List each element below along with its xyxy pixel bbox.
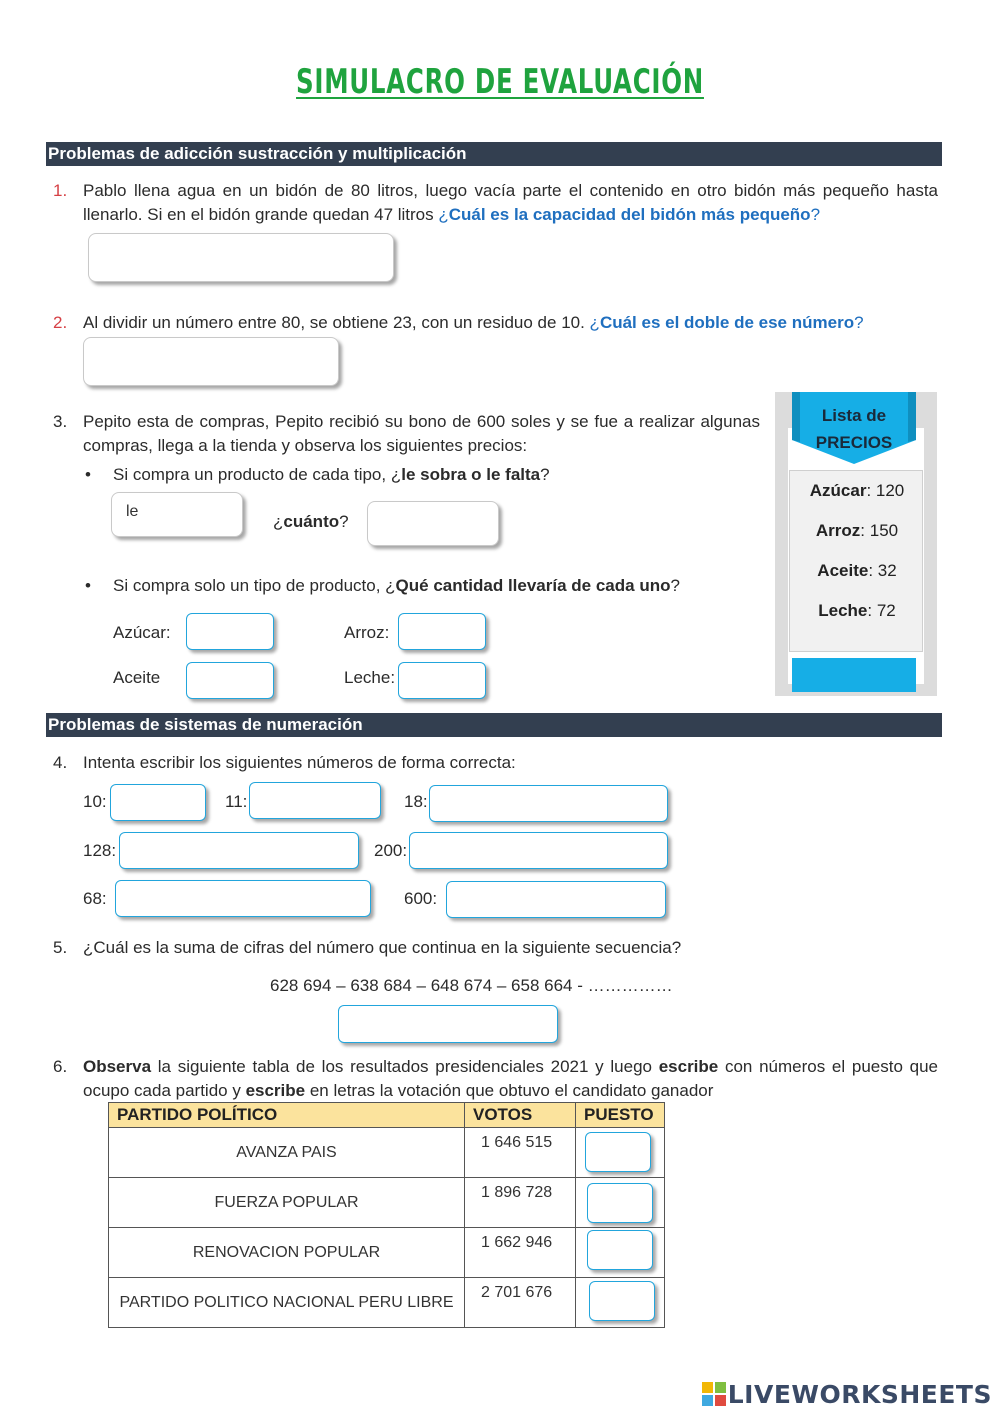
price-item-azucar xyxy=(790,481,924,501)
price-list-card xyxy=(775,392,937,696)
number-input-18[interactable] xyxy=(429,785,668,822)
q6-part-1: la siguiente tabla de los resultados presidenciales 2021 y luego xyxy=(151,1057,659,1076)
bullet-2-text: Si compra solo un tipo de producto, ¿ xyxy=(113,576,396,595)
number-label-68: 68: xyxy=(83,889,107,908)
question-1-answer-input[interactable] xyxy=(88,233,394,282)
price-list-items xyxy=(789,470,923,652)
table-row xyxy=(109,1178,665,1228)
number-input-10[interactable] xyxy=(110,784,206,821)
question-1-close: ? xyxy=(810,205,821,224)
liveworksheets-brand xyxy=(702,1380,992,1409)
position-input-peru-libre[interactable] xyxy=(589,1281,655,1321)
price-item-name: Leche xyxy=(818,601,868,620)
cuanto-answer-input[interactable] xyxy=(367,501,499,546)
table-row xyxy=(109,1278,665,1328)
price-item-leche xyxy=(790,601,924,621)
position-input-renovacion-popular[interactable] xyxy=(587,1230,653,1270)
question-2-number: 2. xyxy=(53,313,68,332)
question-2-open: ¿ xyxy=(589,313,600,332)
bullet-2-bold: Qué cantidad llevaría de cada uno xyxy=(395,576,671,595)
section-heading-operations: Problemas de adicción sustracción y multiplicación xyxy=(46,142,942,166)
position-input-fuerza-popular[interactable] xyxy=(587,1183,653,1223)
price-list-title-line2: PRECIOS xyxy=(815,433,893,452)
azucar-label: Azúcar: xyxy=(113,623,171,642)
leche-quantity-input[interactable] xyxy=(398,662,486,699)
arroz-label: Arroz: xyxy=(344,623,390,642)
question-2-close: ? xyxy=(854,313,864,332)
party-votes: 1 646 515 xyxy=(465,1128,576,1178)
header-party: PARTIDO POLÍTICO xyxy=(109,1103,465,1128)
price-item-value: : 120 xyxy=(866,481,905,500)
question-6-number: 6. xyxy=(53,1057,68,1076)
party-name: RENOVACION POPULAR xyxy=(109,1228,465,1278)
azucar-quantity-input[interactable] xyxy=(186,613,274,650)
question-1-number: 1. xyxy=(53,181,68,200)
question-1-statement: Pablo llena agua en un bidón de 80 litros, luego vacía parte el contenido en otro bidón más pequeño hasta llenarlo. Si en el bidón grande quedan 47 litros xyxy=(83,181,938,224)
price-item-value: : 150 xyxy=(860,521,899,540)
question-2-text xyxy=(83,311,938,335)
section-heading-numeration: Problemas de sistemas de numeración xyxy=(46,713,942,737)
aceite-label: Aceite xyxy=(113,668,161,687)
cuanto-close: ? xyxy=(339,512,349,531)
price-item-name: Aceite xyxy=(817,561,869,580)
table-row xyxy=(109,1228,665,1278)
question-1-text xyxy=(83,179,938,227)
number-label-600: 600: xyxy=(404,889,438,908)
question-2-statement: Al dividir un número entre 80, se obtiene 23, con un residuo de 10. xyxy=(83,313,590,332)
cuanto-label xyxy=(273,510,349,534)
position-cell xyxy=(576,1228,665,1278)
number-input-600[interactable] xyxy=(446,881,666,918)
price-item-name: Azúcar xyxy=(809,481,867,500)
question-4-number: 4. xyxy=(53,753,68,772)
le-sobra-answer-input[interactable]: le xyxy=(111,492,243,537)
q6-part-escribe-1: escribe xyxy=(658,1057,719,1076)
price-list-footer-bar xyxy=(792,658,916,692)
arroz-quantity-input[interactable] xyxy=(398,613,486,650)
cuanto-bold: cuánto xyxy=(283,512,340,531)
number-label-10: 10: xyxy=(83,792,107,811)
aceite-quantity-input[interactable] xyxy=(186,662,274,699)
question-4-text: Intenta escribir los siguientes números de forma correcta: xyxy=(83,753,516,772)
brand-text: LIVEWORKSHEETS xyxy=(727,1380,992,1409)
price-item-name: Arroz xyxy=(815,521,861,540)
party-votes: 1 662 946 xyxy=(465,1228,576,1278)
election-results-table xyxy=(108,1102,665,1328)
cuanto-open: ¿ xyxy=(273,512,284,531)
bullet-1-bold: le sobra o le falta xyxy=(401,465,541,484)
number-input-11[interactable] xyxy=(249,782,381,819)
bullet-1-end: ? xyxy=(540,465,550,484)
party-name: FUERZA POPULAR xyxy=(109,1178,465,1228)
question-3-bullet-2 xyxy=(113,574,680,598)
price-item-arroz xyxy=(790,521,924,541)
number-input-128[interactable] xyxy=(119,832,359,869)
position-cell xyxy=(576,1128,665,1178)
number-label-11: 11: xyxy=(225,792,248,811)
liveworksheets-logo-icon xyxy=(702,1382,726,1406)
price-list-title-line1: Lista de xyxy=(821,406,887,425)
bullet-1-text: Si compra un producto de cada tipo, ¿ xyxy=(113,465,402,484)
q6-part-2: con números el puesto que ocupo cada partido y xyxy=(83,1057,938,1100)
question-1-open: ¿ xyxy=(438,205,449,224)
question-2-answer-input[interactable] xyxy=(83,337,339,386)
question-1-question: Cuál es la capacidad del bidón más pequeño xyxy=(448,205,811,224)
position-input-avanza-pais[interactable] xyxy=(585,1132,651,1172)
question-5-number: 5. xyxy=(53,938,68,957)
position-cell xyxy=(576,1178,665,1228)
number-input-68[interactable] xyxy=(115,880,371,917)
number-input-200[interactable] xyxy=(409,832,668,869)
leche-label: Leche: xyxy=(344,668,396,687)
party-votes: 1 896 728 xyxy=(465,1178,576,1228)
number-label-128: 128: xyxy=(83,841,117,860)
question-5-answer-input[interactable] xyxy=(338,1005,558,1043)
question-3-text: Pepito esta de compras, Pepito recibió su bono de 600 soles y se fue a realizar algunas compras, llega a la tienda y observa los siguientes precios: xyxy=(83,412,760,455)
price-item-value: : 32 xyxy=(868,561,897,580)
bullet-2-end: ? xyxy=(670,576,680,595)
question-5-text: ¿Cuál es la suma de cifras del número que continua en la siguiente secuencia? xyxy=(83,938,682,957)
party-name: PARTIDO POLITICO NACIONAL PERU LIBRE xyxy=(109,1278,465,1328)
position-cell xyxy=(576,1278,665,1328)
question-3-bullet-1 xyxy=(113,463,550,487)
number-label-200: 200: xyxy=(374,841,408,860)
sequence-text: 628 694 – 638 684 – 648 674 – 658 664 - …………… xyxy=(270,976,673,995)
table-row xyxy=(109,1128,665,1178)
table-header-row xyxy=(109,1103,665,1128)
question-6-text xyxy=(83,1055,938,1103)
q6-part-observa: Observa xyxy=(83,1057,152,1076)
question-2-question: Cuál es el doble de ese número xyxy=(599,313,855,332)
q6-part-escribe-2: escribe xyxy=(245,1081,306,1100)
number-label-18: 18: xyxy=(404,792,428,811)
price-list-title xyxy=(792,402,916,456)
party-name: AVANZA PAIS xyxy=(109,1128,465,1178)
header-position: PUESTO xyxy=(576,1103,665,1128)
header-votes: VOTOS xyxy=(465,1103,576,1128)
q6-part-3: en letras la votación que obtuvo el candidato ganador xyxy=(305,1081,714,1100)
page-title: SIMULACRO DE EVALUACIÓN xyxy=(296,62,704,102)
price-item-aceite xyxy=(790,561,924,581)
party-votes: 2 701 676 xyxy=(465,1278,576,1328)
price-item-value: : 72 xyxy=(867,601,896,620)
question-3-number: 3. xyxy=(53,412,68,431)
